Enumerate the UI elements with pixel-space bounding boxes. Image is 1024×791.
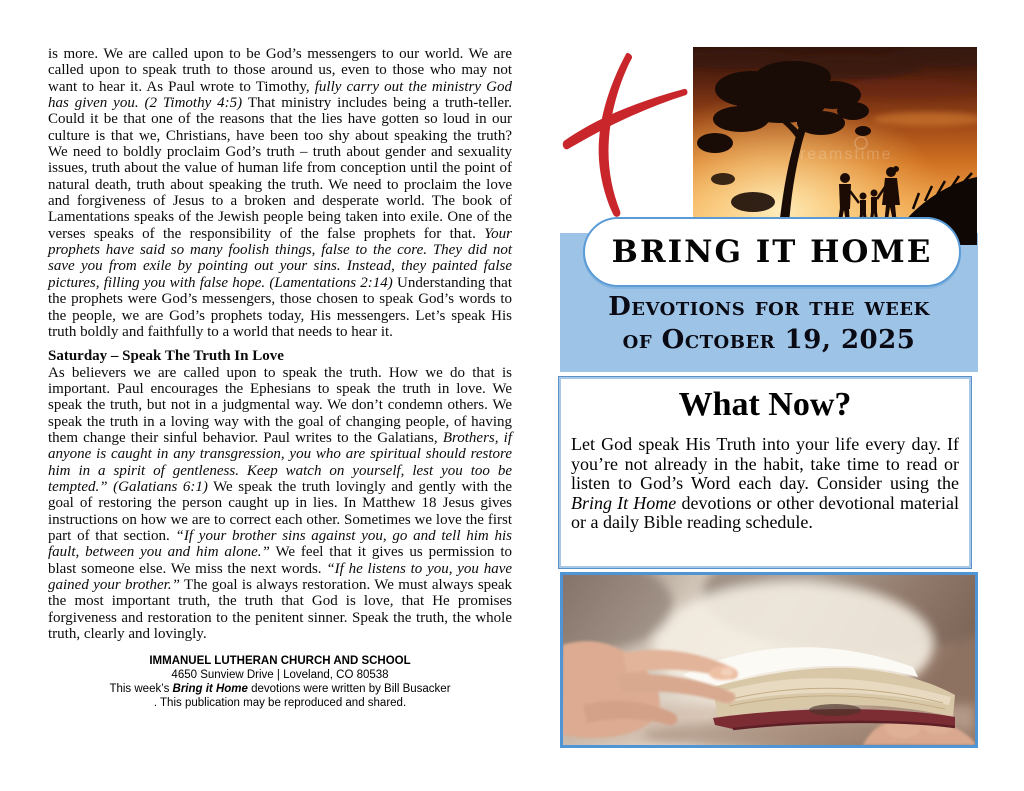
church-address: 4650 Sunview Drive | Loveland, CO 80538	[171, 669, 389, 682]
subtitle-line-1: Devotions for the week	[608, 292, 930, 322]
saturday-heading: Saturday – Speak The Truth In Love	[48, 348, 284, 365]
what-now-paragraph: Let God speak His Truth into your life every day. If you’re not already in the habit, take time to read or listen to God’s Word each day. Consider using the Bring It Home devotions or other devotional material or a daily Bible reading schedule.	[571, 434, 959, 533]
red-cross-icon	[558, 48, 690, 220]
church-name: IMMANUEL LUTHERAN CHURCH AND SCHOOL	[149, 655, 411, 668]
subtitle-line-2: of October 19, 2025	[622, 325, 916, 355]
watermark-text: dreamstime	[789, 146, 893, 163]
red-cross-logo	[558, 48, 690, 220]
family-sunset-photo	[693, 47, 977, 245]
left-column	[48, 46, 512, 710]
bible-photo-illustration	[563, 575, 975, 745]
banner-subtitle	[560, 291, 978, 357]
masthead-title: BRING IT HOME	[611, 234, 933, 270]
sunset-photo-illustration	[693, 47, 977, 245]
saturday-devotion-paragraph: As believers we are called upon to speak the truth. How we do that is important. Paul encourages the Ephesians to speak the truth in love. We speak the truth, but not in a judgmental way. We don’t condemn others. We speak the truth in a loving way with the goal of changing people, of having them change their sinful behavior. Paul writes to the Galatians, Brothers, if anyone is caught in any transgression, you who are spiritual should restore him in a spirit of gentleness. Keep watch on yourself, lest you too be tempted.” (Galatians 6:1) We speak the truth lovingly and gently with the goal of restoring the person caught up in lies. In Matthew 18 Jesus gives instructions on how we are to correct each other. Sometimes we love the first part of that section. “If your brother sins against you, go and tell him his fault, between you and him alone.” We feel that it gives us permission to blast someone else. We miss the next words. “If he listens to you, you have gained your brother.” The goal is always restoration. We must always speak the most important truth, the truth that God is love, that He promises forgiveness and restoration to the penitent sinner. Speak the truth, the whole truth, clearly and lovingly.	[48, 364, 513, 643]
open-bible-photo	[560, 572, 978, 748]
share-note: . This publication may be reproduced and shared.	[153, 697, 407, 710]
what-now-box	[559, 377, 971, 568]
title-pill	[583, 217, 961, 287]
what-now-heading: What Now?	[678, 386, 852, 423]
credit-line: This week’s Bring it Home devotions were written by Bill Busacker	[109, 683, 451, 696]
church-footer	[48, 654, 512, 710]
devotion-continuation-paragraph: is more. We are called upon to be God’s messengers to our world. We are called upon to speak truth to those around us, even to those who may not want to hear it. As Paul wrote to Timothy, fully carry out the ministry God has given you. (2 Timothy 4:5) That ministry includes being a truth-teller. Could it be that one of the reasons that the lies have gotten so loud in our culture is that we, Christians, have been too shy about speaking the truth? We need to boldly proclaim God’s truth – truth about gender and sexuality issues, truth about the value of human life from conception until the point of natural death, truth about speaking the truth. We need to proclaim the love and forgiveness of Jesus to a broken and desperate world. The book of Lamentations speaks of the Jewish people being taken into exile. One of the verses speaks of the responsibility of the false prophets for that. Your prophets have said so many foolish things, false to the core. They did not save you from exile by pointing out your sins. Instead, they painted false pictures, filling you with false hope. (Lamentations 2:14) Understanding that the prophets were God’s messengers, those chosen to speak God’s words to the people, we are God’s prophets today, His messengers. Let’s speak His truth boldly and faithfully to a world that needs to hear it.	[48, 46, 513, 340]
